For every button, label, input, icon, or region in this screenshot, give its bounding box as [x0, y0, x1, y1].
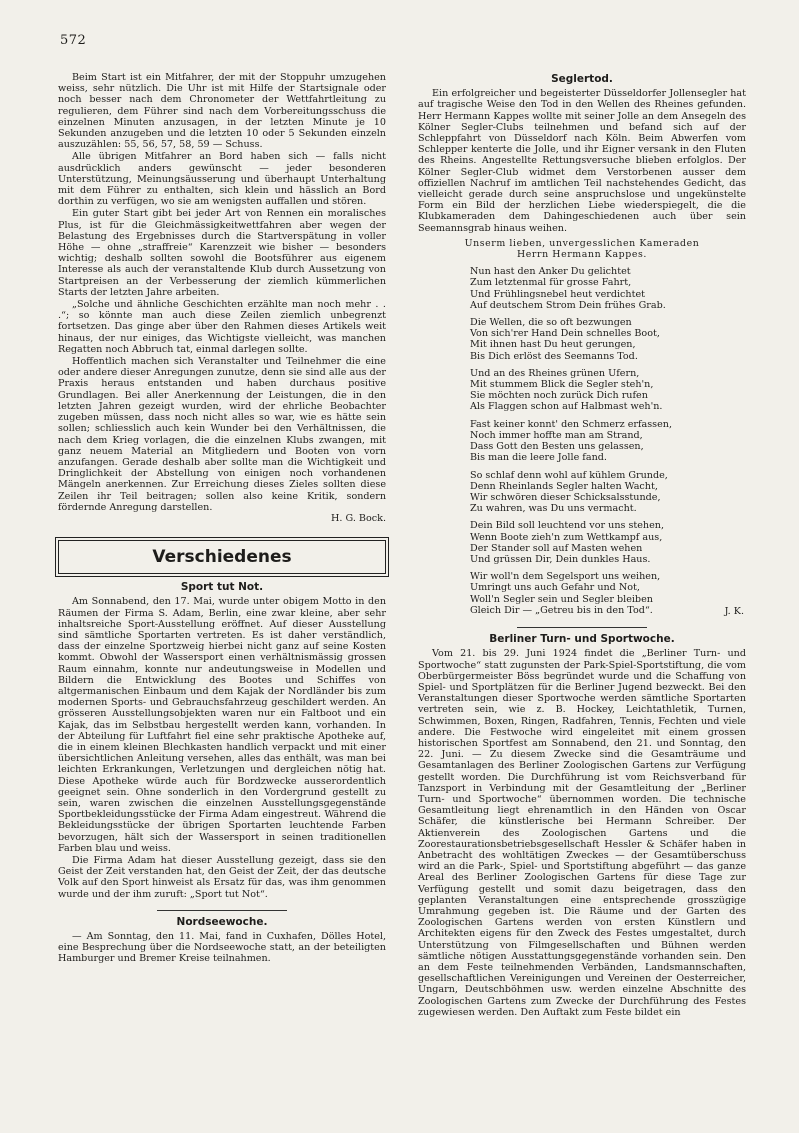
poem-stanza [470, 419, 746, 464]
poem-line: Wir schwören dieser Schicksalsstunde, [470, 491, 661, 503]
paragraph: Ein guter Start gibt bei jeder Art von Rennen ein moralisches Plus, ist für die Gleichmässigkeitwettfahren aber wegen der Belastung des Ergebnisses durch die Startverspätung in voller Höhe — ohne „straffreie“ Karenzzeit wie bisher — besonders wichtig; deshalb sollten sowohl die Bootsführer aus eigenem Interesse als auch der veranstaltende Klub durch Aussetzung von Startpreisen an der Verbesserung der ziemlich kümmerlichen Starts der letzten Jahre arbeiten. [58, 208, 386, 298]
paragraph: Vom 21. bis 29. Juni 1924 findet die „Berliner Turn- und Sportwoche“ statt zugunsten der Park-Spiel-Sportstiftung, die vom Oberbürgermeister Böss begründet wurde und die Schaffung von Spiel- und Sportplätzen für die Berliner Jugend bezweckt. Bei den Veranstaltungen dieser Sportwoche werden sämtliche Sportarten vertreten sein, wie z. B. Hockey, Leichtathletik, Turnen, Schwimmen, Boxen, Ringen, Radfahren, Tennis, Fechten und viele andere. Die Festwoche wird eingeleitet mit einem grossen historischen Sportfest am Sonnabend, den 21. und Sonntag, den 22. Juni. — Zu diesem Zwecke sind die Gesamträume und Gesamtanlagen des Berliner Zoologischen Gartens zur Verfügung gestellt worden. Die Durchführung ist vom Reichsverband für Tanzsport in Verbindung mit der Gesamtleitung der „Berliner Turn- und Sportwoche“ übernommen worden. Die technische Gesamtleitung liegt ehrenamtlich in den Händen von Oscar Schäfer, die künstlerische bei Hermann Schreiber. Der Aktienverein des Zoologischen Gartens und die Zoorestaurationsbetriebsgesellschaft Hessler & Schäfer haben in Anbetracht des wohltätigen Zweckes — der Gesamtüberschuss wird an die Park-, Spiel- und Sportstiftung abgeführt — das ganze Areal des Berliner Zoologischen Gartens für diese Tage zur Verfügung gestellt und somit dazu beigetragen, dass den geplanten Veranstaltungen eine entsprechende grosszügige Umrahmung gegeben ist. Die Räume und der Garten des Zoologischen Gartens werden von ersten Künstlern und Architekten eigens für den Zweck des Festes umgestaltet, durch Unterstützung von Filmgesellschaften und Bühnen werden sämtliche nötigen Ausstattungsgegenstände vorhanden sein. Den an dem Feste teilnehmenden Verbänden, Landsmannschaften, gesellschaftlichen Vereinigungen und Vereinen der Oesterreicher, Ungarn, Deutschböhmen usw. werden einzelne Abschnitte des Zoologischen Gartens zum Zwecke der Durchführung des Festes zugewiesen werden. Den Auftakt zum Feste bildet ein [418, 648, 746, 1018]
poem-line: Die Wellen, die so oft bezwungen [470, 317, 632, 329]
poem-line: Nun hast den Anker Du gelichtet [470, 266, 631, 278]
poem-line: Fast keiner konnt' den Schmerz erfassen, [470, 418, 673, 430]
poem-line: So schlaf denn wohl auf kühlem Grunde, [470, 469, 668, 481]
paragraph: Alle übrigen Mitfahrer an Bord haben sich — falls nicht ausdrücklich anders gewünscht — jeder besonderen Unterstützung, Meinungsäusserung und überhaupt Unterhaltung mit dem Führer zu enthalten, sich klein und hässlich an Bord dorthin zu verfügen, wo sie am wenigsten auffallen und stören. [58, 151, 386, 208]
poem-line: Und grüssen Dir, Dein dunkles Haus. [470, 553, 651, 565]
poem-line: Mit stummem Blick die Segler steh'n, [470, 379, 654, 391]
paragraph: Die Firma Adam hat dieser Ausstellung gezeigt, dass sie den Geist der Zeit verstanden hat, den Geist der Zeit, der das deutsche Volk auf den Sport hinweist als Ersatz für das, was ihm genommen wurde und der ihm zuruft: „Sport tut Not“. [58, 855, 386, 900]
article-title: Nordseewoche. [176, 915, 268, 928]
paragraph: Ein erfolgreicher und begeisterter Düsseldorfer Jollensegler hat auf tragische Weise den Tod in den Wellen des Rheines gefunden. Herr Hermann Kappes wollte mit seiner Jolle an dem Ansegeln des Kölner Segler-Clubs teilnehmen und befand sich auf der Schleppfahrt von Düsseldorf nach Köln. Beim Abwerfen vom Schlepper kenterte die Jolle, und ihr Eigner versank in den Fluten des Rheins. Angestellte Rettungsversuche blieben erfolglos. Der Kölner Segler-Club widmet dem Verstorbenen ausser dem offiziellen Nachruf im amtlichen Teil nachstehendes Gedicht, das vielleicht gerade durch seine anspruchslose und ungekünstelte Form ein Bild der herzlichen Liebe wiederspiegelt, die die Klubkameraden dem Dahingeschiedenen auch über sein Seemannsgrab hinaus weihen. [418, 88, 746, 234]
poem-dedication [418, 238, 746, 260]
author-signature: H. G. Bock. [331, 512, 386, 524]
poem-line: Mit ihnen hast Du heut gerungen, [470, 339, 636, 351]
poem-stanza [470, 317, 746, 362]
poem-line: Zum letztenmal für grosse Fahrt, [470, 277, 632, 289]
poem-stanza [470, 368, 746, 413]
poem [470, 266, 746, 616]
dedication-line: Unserm lieben, unvergesslichen Kameraden [464, 237, 700, 249]
right-column [418, 72, 746, 1018]
article-title: Berliner Turn- und Sportwoche. [489, 633, 675, 646]
paragraph: — Am Sonntag, den 11. Mai, fand in Cuxhafen, Dölles Hotel, eine Besprechung über die Nordseewoche statt, an der beteiligten Hamburger und Bremer Kreise teilnahmen. [58, 931, 386, 965]
poem-line: Woll'n Segler sein und Segler bleiben [470, 593, 653, 605]
section-title: Verschiedenes [152, 546, 292, 567]
poem-line: Gleich Dir — „Getreu bis in den Tod“. [470, 604, 653, 616]
poem-line: Der Stander soll auf Masten wehen [470, 542, 643, 554]
poem-line: Wenn Boote zieh'n zum Wettkampf aus, [470, 531, 663, 543]
poem-stanza [470, 266, 746, 311]
poem-line: Umringt uns auch Gefahr und Not, [470, 582, 640, 594]
paragraph: Beim Start ist ein Mitfahrer, der mit der Stoppuhr umzugehen weiss, sehr nützlich. Die Uhr ist mit Hilfe der Startsignale oder noch besser nach dem Chronometer der Wettfahrtleitung zu regulieren, dem Führer sind nach dem Vorbereitungsschuss die einzelnen Minuten anzusagen, in der letzten Minute je 10 Sekunden anzugeben und die letzten 10 oder 5 Sekunden einzeln auszuzählen: 55, 56, 57, 58, 59 — Schuss. [58, 72, 386, 151]
paragraph: Am Sonnabend, den 17. Mai, wurde unter obigem Motto in den Räumen der Firma S. Adam, Berlin, eine zwar kleine, aber sehr inhaltsreiche Sport-Ausstellung eröffnet. Auf dieser Ausstellung sind sämtliche Sportarten vertreten. Es ist daher verständlich, dass der einzelne Sportzweig hierbei nicht ganz auf seine Kosten kommt. Obwohl der Wassersport einen verhältnismässig grossen Raum einnahm, konnte nur andeutungsweise in Modellen und Bildern die Entwicklung des Bootes und Schiffes von altgermanischen Einbaum und dem Kajak der Nordländer bis zum modernen Sports- und Gebrauchsfahrzeug geschildert werden. An grösseren Ausstellungsobjekten waren nur ein Faltboot und ein Kajak, das im Selbstbau hergestellt werden kann, vorhanden. In der Abteilung für Luftfahrt fiel eine sehr praktische Apotheke auf, die in einem kleinen Blechkasten handlich verpackt und mit einer übersichtlichen Anleitung versehen, alles das enthält, was man bei leichten Erkrankungen, Verletzungen und dergleichen nötig hat. Diese Apotheke würde auch für Bordzwecke ausserordentlich geeignet sein. Ohne sonderlich in den Vordergrund gestellt zu sein, waren zwischen die einzelnen Ausstellungsgegenstände Sportbekleidungsstücke der Firma Adam eingestreut. Während die Bekleidungsstücke der übrigen Sportarten leuchtende Farben bevorzugen, hält sich der Wassersport in seinen traditionellen Farben blau und weiss. [58, 596, 386, 854]
paragraph: „Solche und ähnliche Geschichten erzählte man noch mehr . . .“; so könnte man auch diese Zeilen ziemlich unbegrenzt fortsetzen. Das ginge aber über den Rahmen dieses Artikels weit hinaus, der nur einiges, das Wichtigste vielleicht, was manchen Regatten noch Abbruch tat, einmal darlegen sollte. [58, 299, 386, 355]
poem-line: Sie möchten noch zurück Dich rufen [470, 390, 648, 402]
poem-stanza [470, 470, 746, 515]
poem-line: Von sich'rer Hand Dein schnelles Boot, [470, 328, 660, 340]
article-title: Sport tut Not. [180, 581, 264, 594]
poem-line: Zu wahren, was Du uns vermacht. [470, 503, 637, 515]
divider [517, 627, 647, 628]
poem-line: Dass Gott den Besten uns gelassen, [470, 441, 644, 453]
left-column [58, 72, 386, 965]
poem-line: Bis man die leere Jolle fand. [470, 452, 607, 464]
poem-signature: J. K. [724, 605, 744, 617]
poem-line: Bis Dich erlöst des Seemanns Tod. [470, 350, 638, 362]
paragraph: Hoffentlich machen sich Veranstalter und Teilnehmer die eine oder andere dieser Anregungen zunutze, denn sie sind alle aus der Praxis heraus entstanden und haben durchaus positive Grundlagen. Bei aller Anerkennung der Leistungen, die in den letzten Jahren gezeigt wurden, wird der ehrliche Beobachter zugeben müssen, dass noch nicht alles so war, wie es hätte sein sollen; schliesslich auch kein Wunder bei den Verhältnissen, die nach dem Krieg vorlagen, die die einzelnen Klubs zwangen, mit ganz neuem Material an Mitgliedern und Booten von vorn anzufangen. Gerade deshalb aber sollte man die Wichtigkeit und Dringlichkeit der Abstellung von einigen noch vorhandenen Mängeln anerkennen. Zur Erreichung dieses Zieles sollten diese Zeilen ihr Teil beitragen; sollen also keine Kritik, sondern fördernde Anregung darstellen. [58, 356, 386, 513]
poem-line: Und an des Rheines grünen Ufern, [470, 367, 640, 379]
article-title: Seglertod. [551, 73, 613, 85]
divider [157, 910, 287, 911]
poem-line: Wir woll'n dem Segelsport uns weihen, [470, 571, 661, 583]
poem-line: Als Flaggen schon auf Halbmast weh'n. [470, 401, 663, 413]
poem-stanza [470, 520, 746, 565]
poem-line: Noch immer hoffte man am Strand, [470, 429, 643, 441]
dedication-line: Herrn Hermann Kappes. [517, 249, 647, 261]
poem-line: Denn Rheinlands Segler halten Wacht, [470, 480, 658, 492]
poem-line: Und Frühlingsnebel heut verdichtet [470, 288, 646, 300]
poem-line: Auf deutschem Strom Dein frühes Grab. [470, 299, 666, 311]
poem-line: Dein Bild soll leuchtend vor uns stehen, [470, 520, 665, 532]
section-heading-box [58, 540, 386, 574]
page-number: 572 [60, 33, 87, 48]
